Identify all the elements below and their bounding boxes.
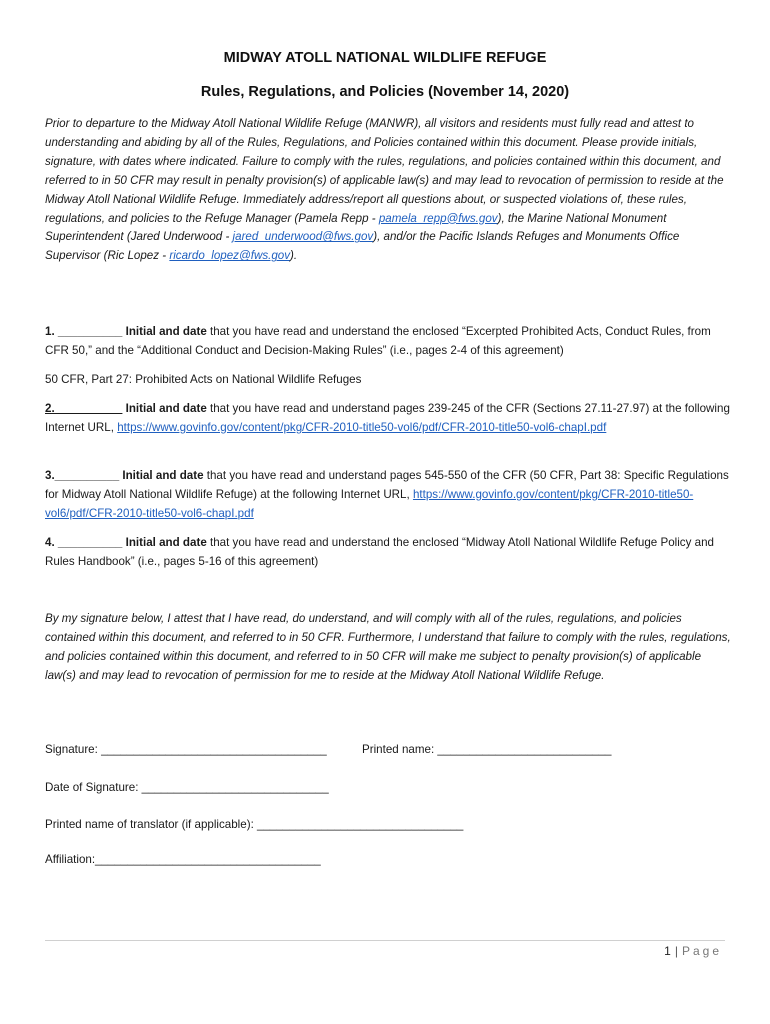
initial-and-date-label: Initial and date [122,536,207,549]
item-text: that you have read and understand the enclosed “Midway Atoll National Wildlife Refuge Policy and Rules Handbook” (i.e., pages 5-16 of this agreement) [45,536,714,568]
initial-item-2 [45,400,735,438]
initial-item-4 [45,534,735,572]
section-heading-part-27: 50 CFR, Part 27: Prohibited Acts on National Wildlife Refuges [45,373,362,386]
page-label: Page [681,944,722,958]
item-text: that you have read and understand pages 239-245 of the CFR (Sections 27.11-27.97) at the following Internet URL, [45,402,730,434]
cfr-url-link[interactable]: https://www.govinfo.gov/content/pkg/CFR-2010-title50-vol6/pdf/CFR-2010-title50-vol6-chapI.pdf [117,420,607,434]
intro-text: ). [290,249,298,263]
initial-and-date-label: Initial and date [122,325,207,338]
signature-field[interactable]: Signature: ___________________________________ [45,743,327,756]
document-subtitle: Rules, Regulations, and Policies (November 14, 2020) [200,84,570,100]
intro-paragraph [45,115,735,266]
email-link-jared-underwood[interactable]: jared_underwood@fws.gov [232,230,374,244]
page-number: 1 [664,944,671,958]
footer-separator: | [674,944,678,958]
attestation-paragraph: By my signature below, I attest that I have read, do understand, and will comply with all of the rules, regulations, and policies contained within this document, and referred to in 50 CFR. Furthermore, I understand that failure to comply with the rules, regulations, and policies contained within this document, and referred to in 50 CFR will make me subject to penalty provision(s) of applicable law(s) and may lead to revocation of permission for me to reside at the Midway Atoll National Wildlife Refuge. [45,612,731,682]
initial-blank-2[interactable]: 2. __________ [45,402,123,415]
email-link-pamela-repp[interactable]: pamela_repp@fws.gov [378,211,498,225]
initial-item-1 [45,323,735,361]
item-text: that you have read and understand the enclosed “Excerpted Prohibited Acts, Conduct Rules, from CFR 50,” and the “Additional Conduct and Decision-Making Rules” (i.e., pages 2-4 of this agreement) [45,325,711,357]
initial-blank-3[interactable]: 3.__________ [45,469,120,482]
footer-divider [45,940,725,941]
email-link-ricardo-lopez[interactable]: ricardo_lopez@fws.gov [169,249,291,263]
item-text: that you have read and understand pages 545-550 of the CFR (50 CFR, Part 38: Specific Regulations for Midway Atoll National Wildlife Refuge) at the following Internet URL, [45,469,729,501]
intro-text: Prior to departure to the Midway Atoll National Wildlife Refuge (MANWR), all visitors and residents must fully read and attest to understanding and abiding by all of the Rules, Regulations, and Policies contained within this document. Please provide initials, signature, with dates where indicated. Failure to comply with the rules, regulations, and policies contained within this document, and referred to in 50 CFR may result in penalty provision(s) of applicable law(s) and may lead to revocation of permission to reside at the Midway Atoll National Wildlife Refuge. Immediately address/report all questions about, or suspected violations of, these rules, regulations, and policies to the Refuge Manager (Pamela Repp - [45,117,724,225]
initial-and-date-label: Initial and date [119,469,204,482]
translator-name-field[interactable]: Printed name of translator (if applicable): ________________________________ [45,818,464,831]
initial-blank-1[interactable]: 1. __________ [45,325,123,338]
document-title: MIDWAY ATOLL NATIONAL WILDLIFE REFUGE [223,50,547,66]
page-footer [664,944,722,958]
initial-item-3 [45,467,735,524]
cfr-url-link[interactable]: https://www.govinfo.gov/content/pkg/CFR-2010-title50-vol6/pdf/CFR-2010-title50-vol6-chapI.pdf [45,487,694,520]
affiliation-field[interactable]: Affiliation:___________________________________ [45,853,321,866]
intro-text: ), and/or the Pacific Islands Refuges and Monuments Office Supervisor (Ric Lopez - [45,230,680,263]
initial-blank-4[interactable]: 4. __________ [45,536,123,549]
printed-name-field[interactable]: Printed name: ___________________________ [362,743,612,756]
initial-and-date-label: Initial and date [122,402,207,415]
intro-text: ), the Marine National Monument Superintendent (Jared Underwood - [45,211,667,244]
date-of-signature-field[interactable]: Date of Signature: _____________________________ [45,781,329,794]
